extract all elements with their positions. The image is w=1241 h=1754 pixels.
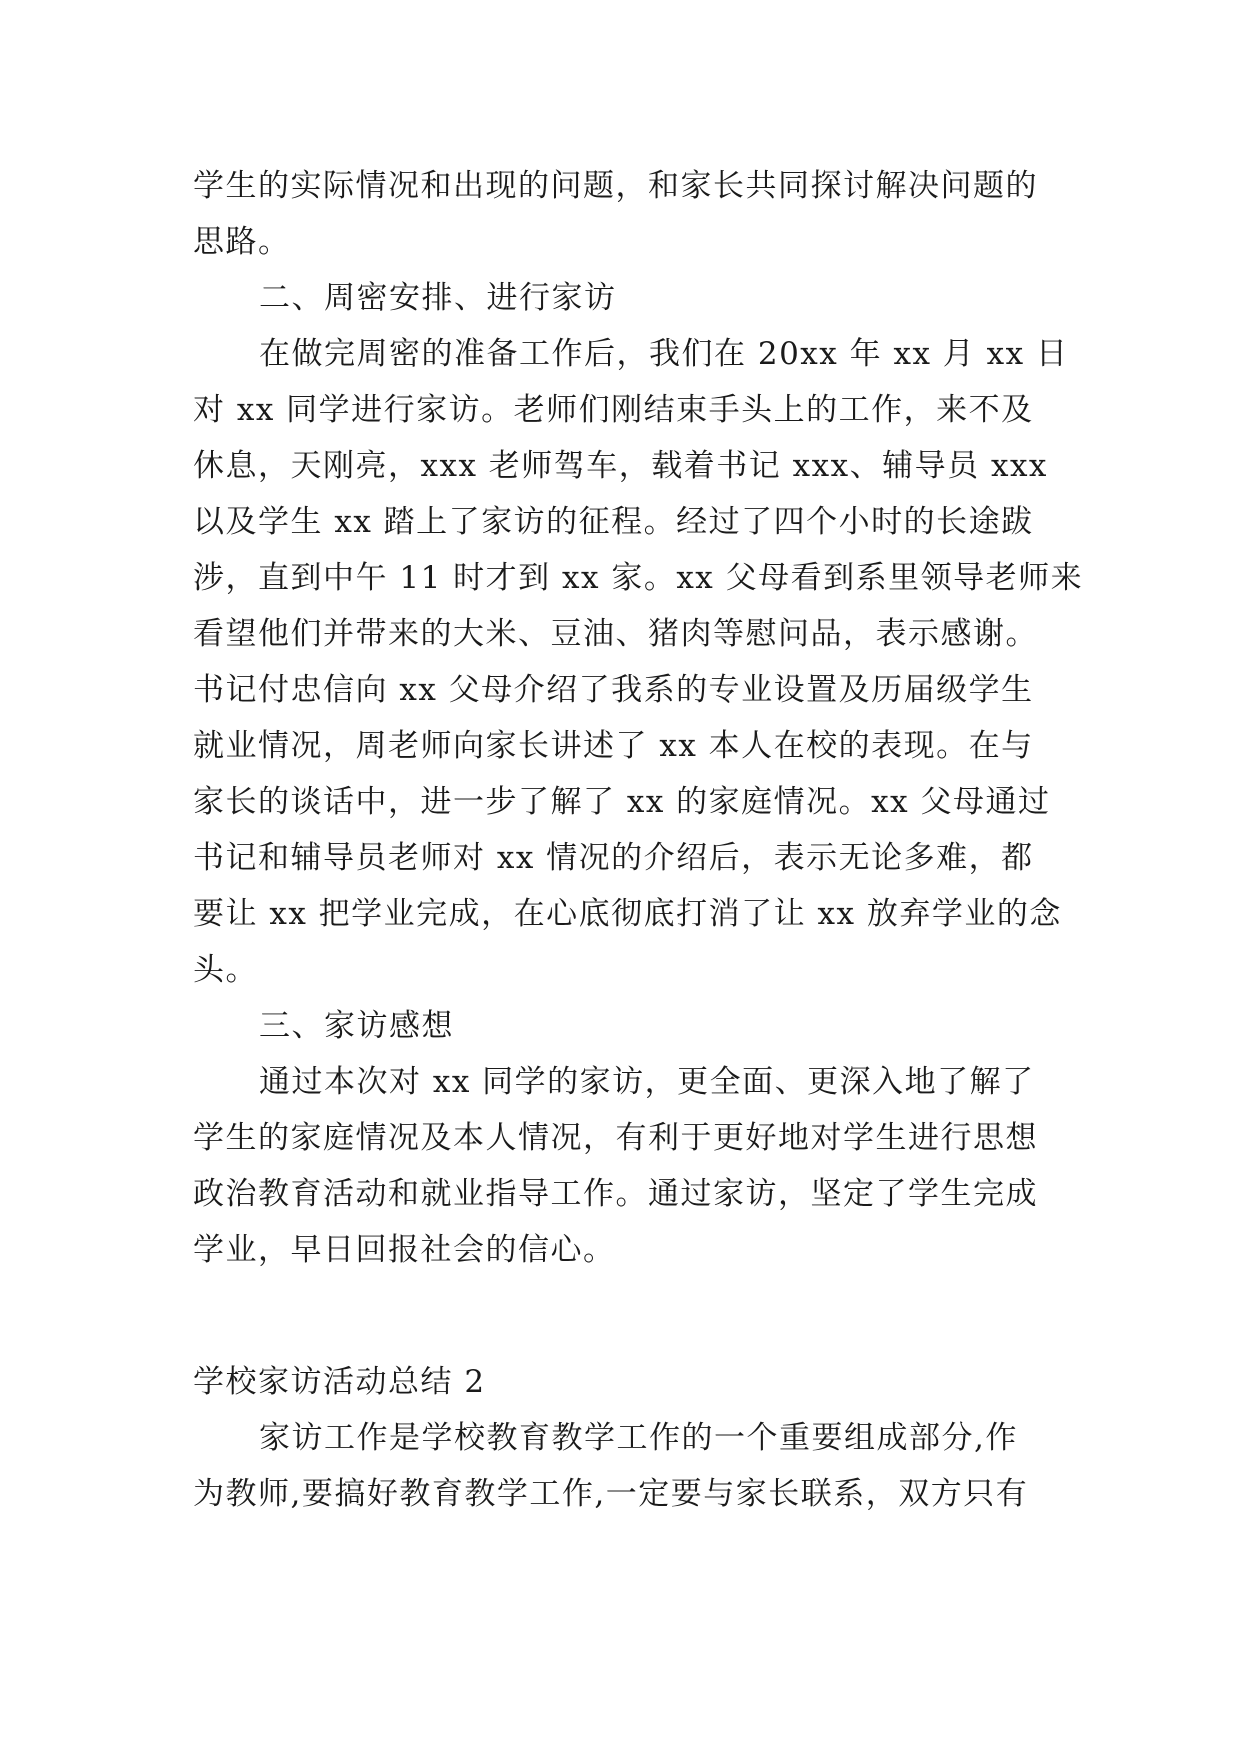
body-text-line: 休息，天刚亮，xxx 老师驾车，载着书记 xxx、辅导员 xxx — [193, 448, 1048, 484]
section-heading: 二、周密安排、进行家访 — [259, 280, 617, 316]
body-text-line: 为教师,要搞好教育教学工作,一定要与家长联系，双方只有 — [193, 1476, 1029, 1512]
body-text-line: 学生的实际情况和出现的问题，和家长共同探讨解决问题的 — [193, 168, 1038, 204]
body-text-line: 以及学生 xx 踏上了家访的征程。经过了四个小时的长途跋 — [193, 504, 1034, 540]
body-text-line: 书记和辅导员老师对 xx 情况的介绍后，表示无论多难，都 — [193, 840, 1034, 876]
article-title: 学校家访活动总结 2 — [193, 1364, 486, 1400]
paragraph-start: 家访工作是学校教育教学工作的一个重要组成部分,作 — [259, 1420, 1018, 1456]
body-text-line: 政治教育活动和就业指导工作。通过家访，坚定了学生完成 — [193, 1176, 1038, 1212]
body-text-line: 就业情况，周老师向家长讲述了 xx 本人在校的表现。在与 — [193, 728, 1034, 764]
paragraph-start: 通过本次对 xx 同学的家访，更全面、更深入地了解了 — [259, 1064, 1035, 1100]
paragraph-start: 在做完周密的准备工作后，我们在 20xx 年 xx 月 xx 日 — [259, 336, 1069, 372]
body-text-line: 学生的家庭情况及本人情况，有利于更好地对学生进行思想 — [193, 1120, 1038, 1156]
body-text-line: 涉，直到中午 11 时才到 xx 家。xx 父母看到系里领导老师来 — [193, 560, 1084, 596]
body-text-line: 对 xx 同学进行家访。老师们刚结束手头上的工作，来不及 — [193, 392, 1034, 428]
body-text-line: 要让 xx 把学业完成，在心底彻底打消了让 xx 放弃学业的念 — [193, 896, 1062, 932]
body-text-line: 头。 — [193, 952, 258, 988]
body-text-line: 思路。 — [193, 224, 291, 260]
body-text-line: 书记付忠信向 xx 父母介绍了我系的专业设置及历届级学生 — [193, 672, 1034, 708]
body-text-line: 看望他们并带来的大米、豆油、猪肉等慰问品，表示感谢。 — [193, 616, 1038, 652]
section-heading: 三、家访感想 — [259, 1008, 454, 1044]
body-text-line: 家长的谈话中，进一步了解了 xx 的家庭情况。xx 父母通过 — [193, 784, 1051, 820]
body-text-line: 学业，早日回报社会的信心。 — [193, 1232, 616, 1268]
